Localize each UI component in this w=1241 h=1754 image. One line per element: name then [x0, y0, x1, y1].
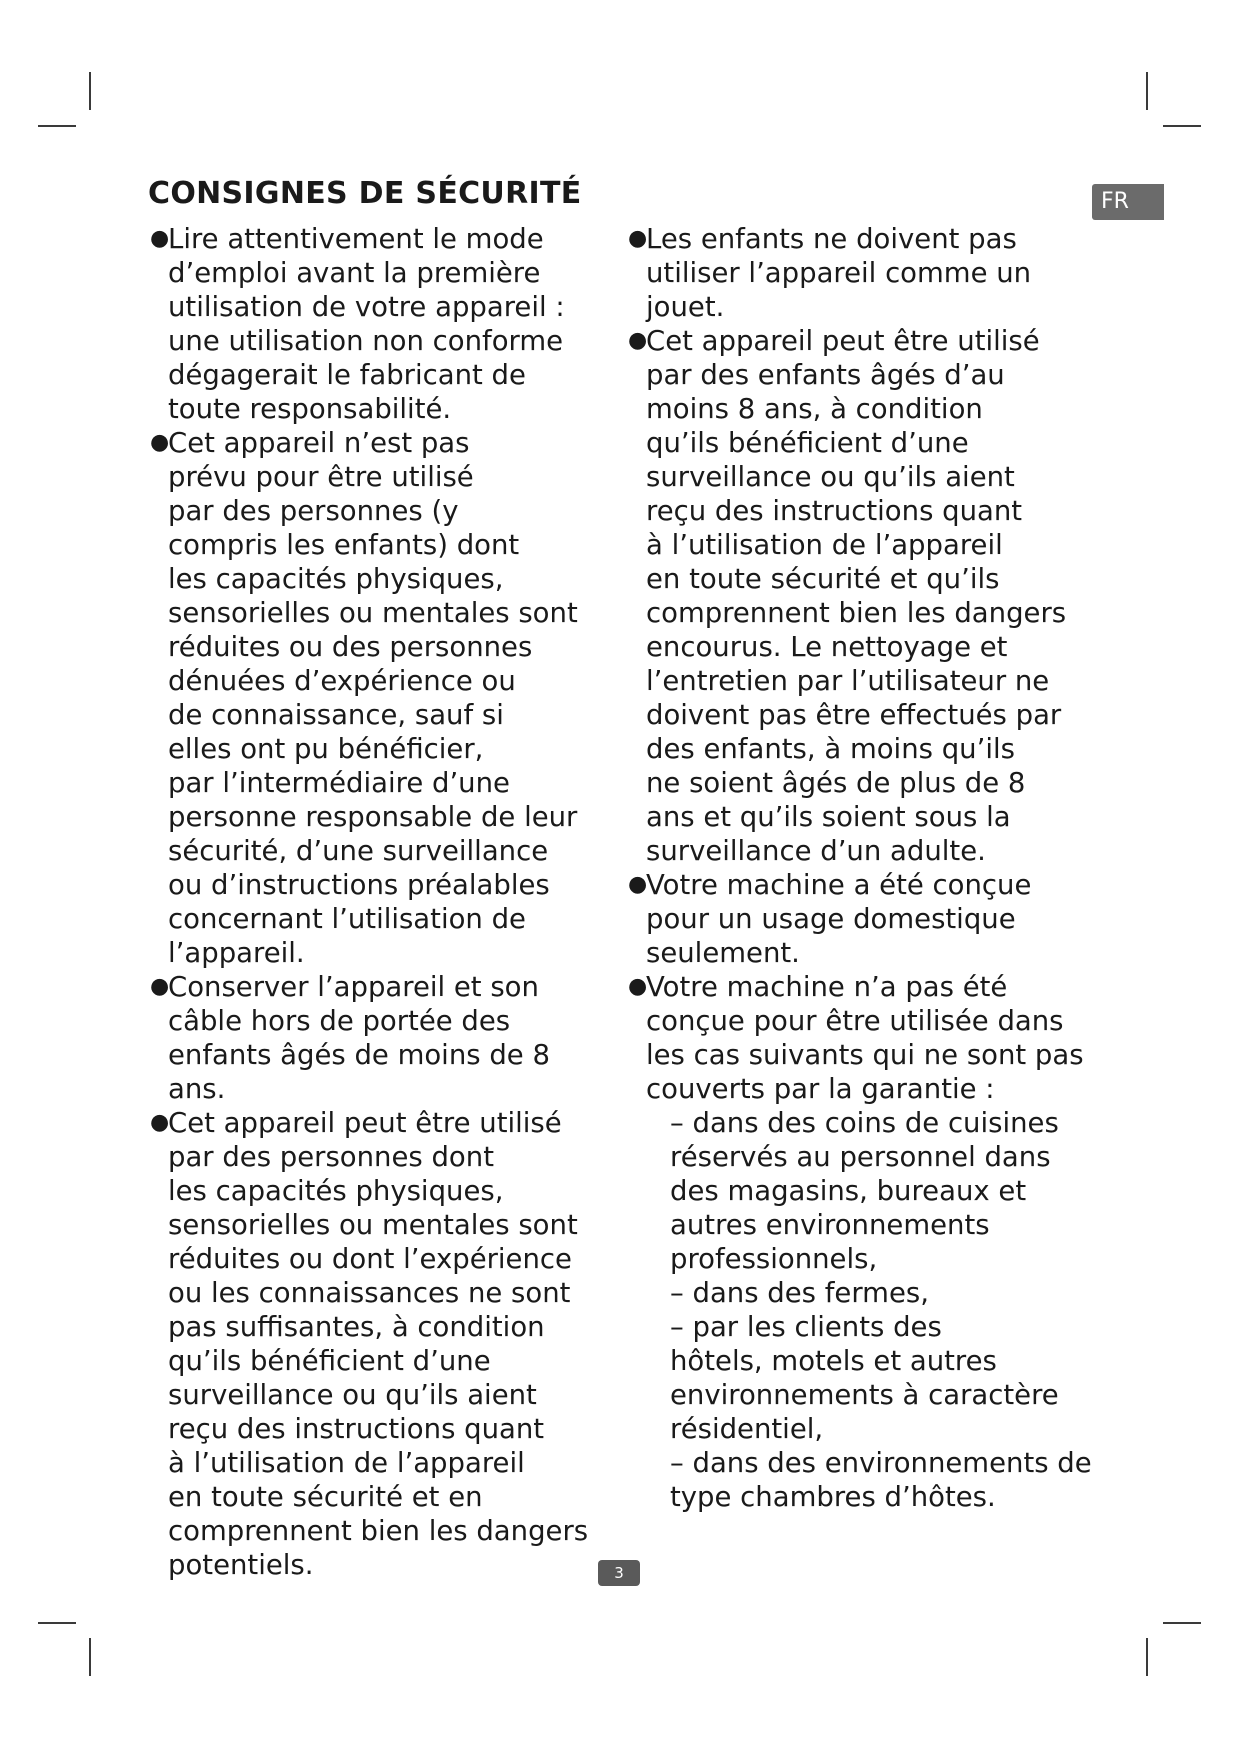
left-column: [148, 222, 588, 1582]
sub-item: – par les clients des: [670, 1311, 942, 1343]
crop-mark-bottom-right-horizontal: [1163, 1622, 1201, 1624]
page-number: 3: [598, 1560, 640, 1586]
bullet-dot-icon: ●: [150, 1110, 170, 1135]
bullet-dot-icon: ●: [150, 430, 170, 455]
bullet-dot-icon: ●: [150, 226, 170, 251]
bullet-item: ● Conserver l’appareil et son câble hors de portée des enfants âgés de moins de 8 ans.: [150, 971, 550, 1105]
sub-item: résidentiel,: [670, 1413, 824, 1445]
bullet-item: ● Votre machine n’a pas été conçue pour être utilisée dans les cas suivants qui ne sont pas couverts par la garantie :: [628, 971, 1084, 1105]
bullet-item: ● Cet appareil n’est pas prévu pour être utilisé par des personnes (y compris les enfants) dont les capacités physiques, sensorielles ou mentales sont réduites ou des personnes dénuées d’expérience ou de connaissance, sauf si elles ont pu bénéficier, par l’intermédiaire d’une personne responsable de leur sécurité, d’une surveillance ou d’instructions préalables concernant l’utilisation de l’appareil.: [150, 427, 578, 969]
bullet-dot-icon: ●: [628, 328, 648, 353]
page-title: CONSIGNES DE SÉCURITÉ: [148, 176, 582, 211]
bullet-dot-icon: ●: [628, 974, 648, 999]
sub-list: [626, 1106, 1106, 1514]
crop-mark-top-left-vertical: [89, 72, 91, 110]
bullet-item: ● Votre machine a été conçue pour un usage domestique seulement.: [628, 869, 1032, 969]
sub-item: professionnels,: [670, 1243, 878, 1275]
bullet-item: ● Cet appareil peut être utilisé par des enfants âgés d’au moins 8 ans, à condition qu’ils bénéficient d’une surveillance ou qu’ils aient reçu des instructions quant à l’utilisation de l’appareil en toute sécurité et qu’ils comprennent bien les dangers encourus. Le nettoyage et l’entretien par l’utilisateur ne doivent pas être effectués par des enfants, à moins qu’ils ne soient âgés de plus de 8 ans et qu’ils soient sous la surveillance d’un adulte.: [628, 325, 1067, 867]
crop-mark-bottom-left-vertical: [89, 1638, 91, 1676]
right-column: [626, 222, 1106, 1514]
crop-mark-top-right-horizontal: [1163, 125, 1201, 127]
bullet-item: ● Les enfants ne doivent pas utiliser l’appareil comme un jouet.: [628, 223, 1032, 323]
bullet-item: ● Cet appareil peut être utilisé par des personnes dont les capacités physiques, sensorielles ou mentales sont réduites ou dont l’expérience ou les connaissances ne sont pas suffisantes, à condition qu’ils bénéficient d’une surveillance ou qu’ils aient reçu des instructions quant à l’utilisation de l’appareil en toute sécurité et en comprennent bien les dangers potentiels.: [150, 1107, 589, 1581]
sub-item: – dans des environnements de: [670, 1447, 1092, 1479]
sub-item: type chambres d’hôtes.: [670, 1481, 996, 1513]
bullet-dot-icon: ●: [150, 974, 170, 999]
bullet-dot-icon: ●: [628, 872, 648, 897]
crop-mark-top-left-horizontal: [38, 125, 76, 127]
bullet-dot-icon: ●: [628, 226, 648, 251]
sub-item: autres environnements: [670, 1209, 990, 1241]
bullet-item: ● Lire attentivement le mode d’emploi avant la première utilisation de votre appareil : une utilisation non conforme dégagerait le fabricant de toute responsabilité.: [150, 223, 565, 425]
crop-mark-bottom-left-horizontal: [38, 1622, 76, 1624]
sub-item: – dans des fermes,: [670, 1277, 929, 1309]
sub-item: réservés au personnel dans: [670, 1141, 1051, 1173]
sub-item: hôtels, motels et autres: [670, 1345, 997, 1377]
language-tab: FR: [1092, 184, 1164, 220]
sub-item: environnements à caractère: [670, 1379, 1059, 1411]
sub-item: des magasins, bureaux et: [670, 1175, 1027, 1207]
crop-mark-bottom-right-vertical: [1146, 1638, 1148, 1676]
crop-mark-top-right-vertical: [1146, 72, 1148, 110]
sub-item: – dans des coins de cuisines: [670, 1107, 1059, 1139]
